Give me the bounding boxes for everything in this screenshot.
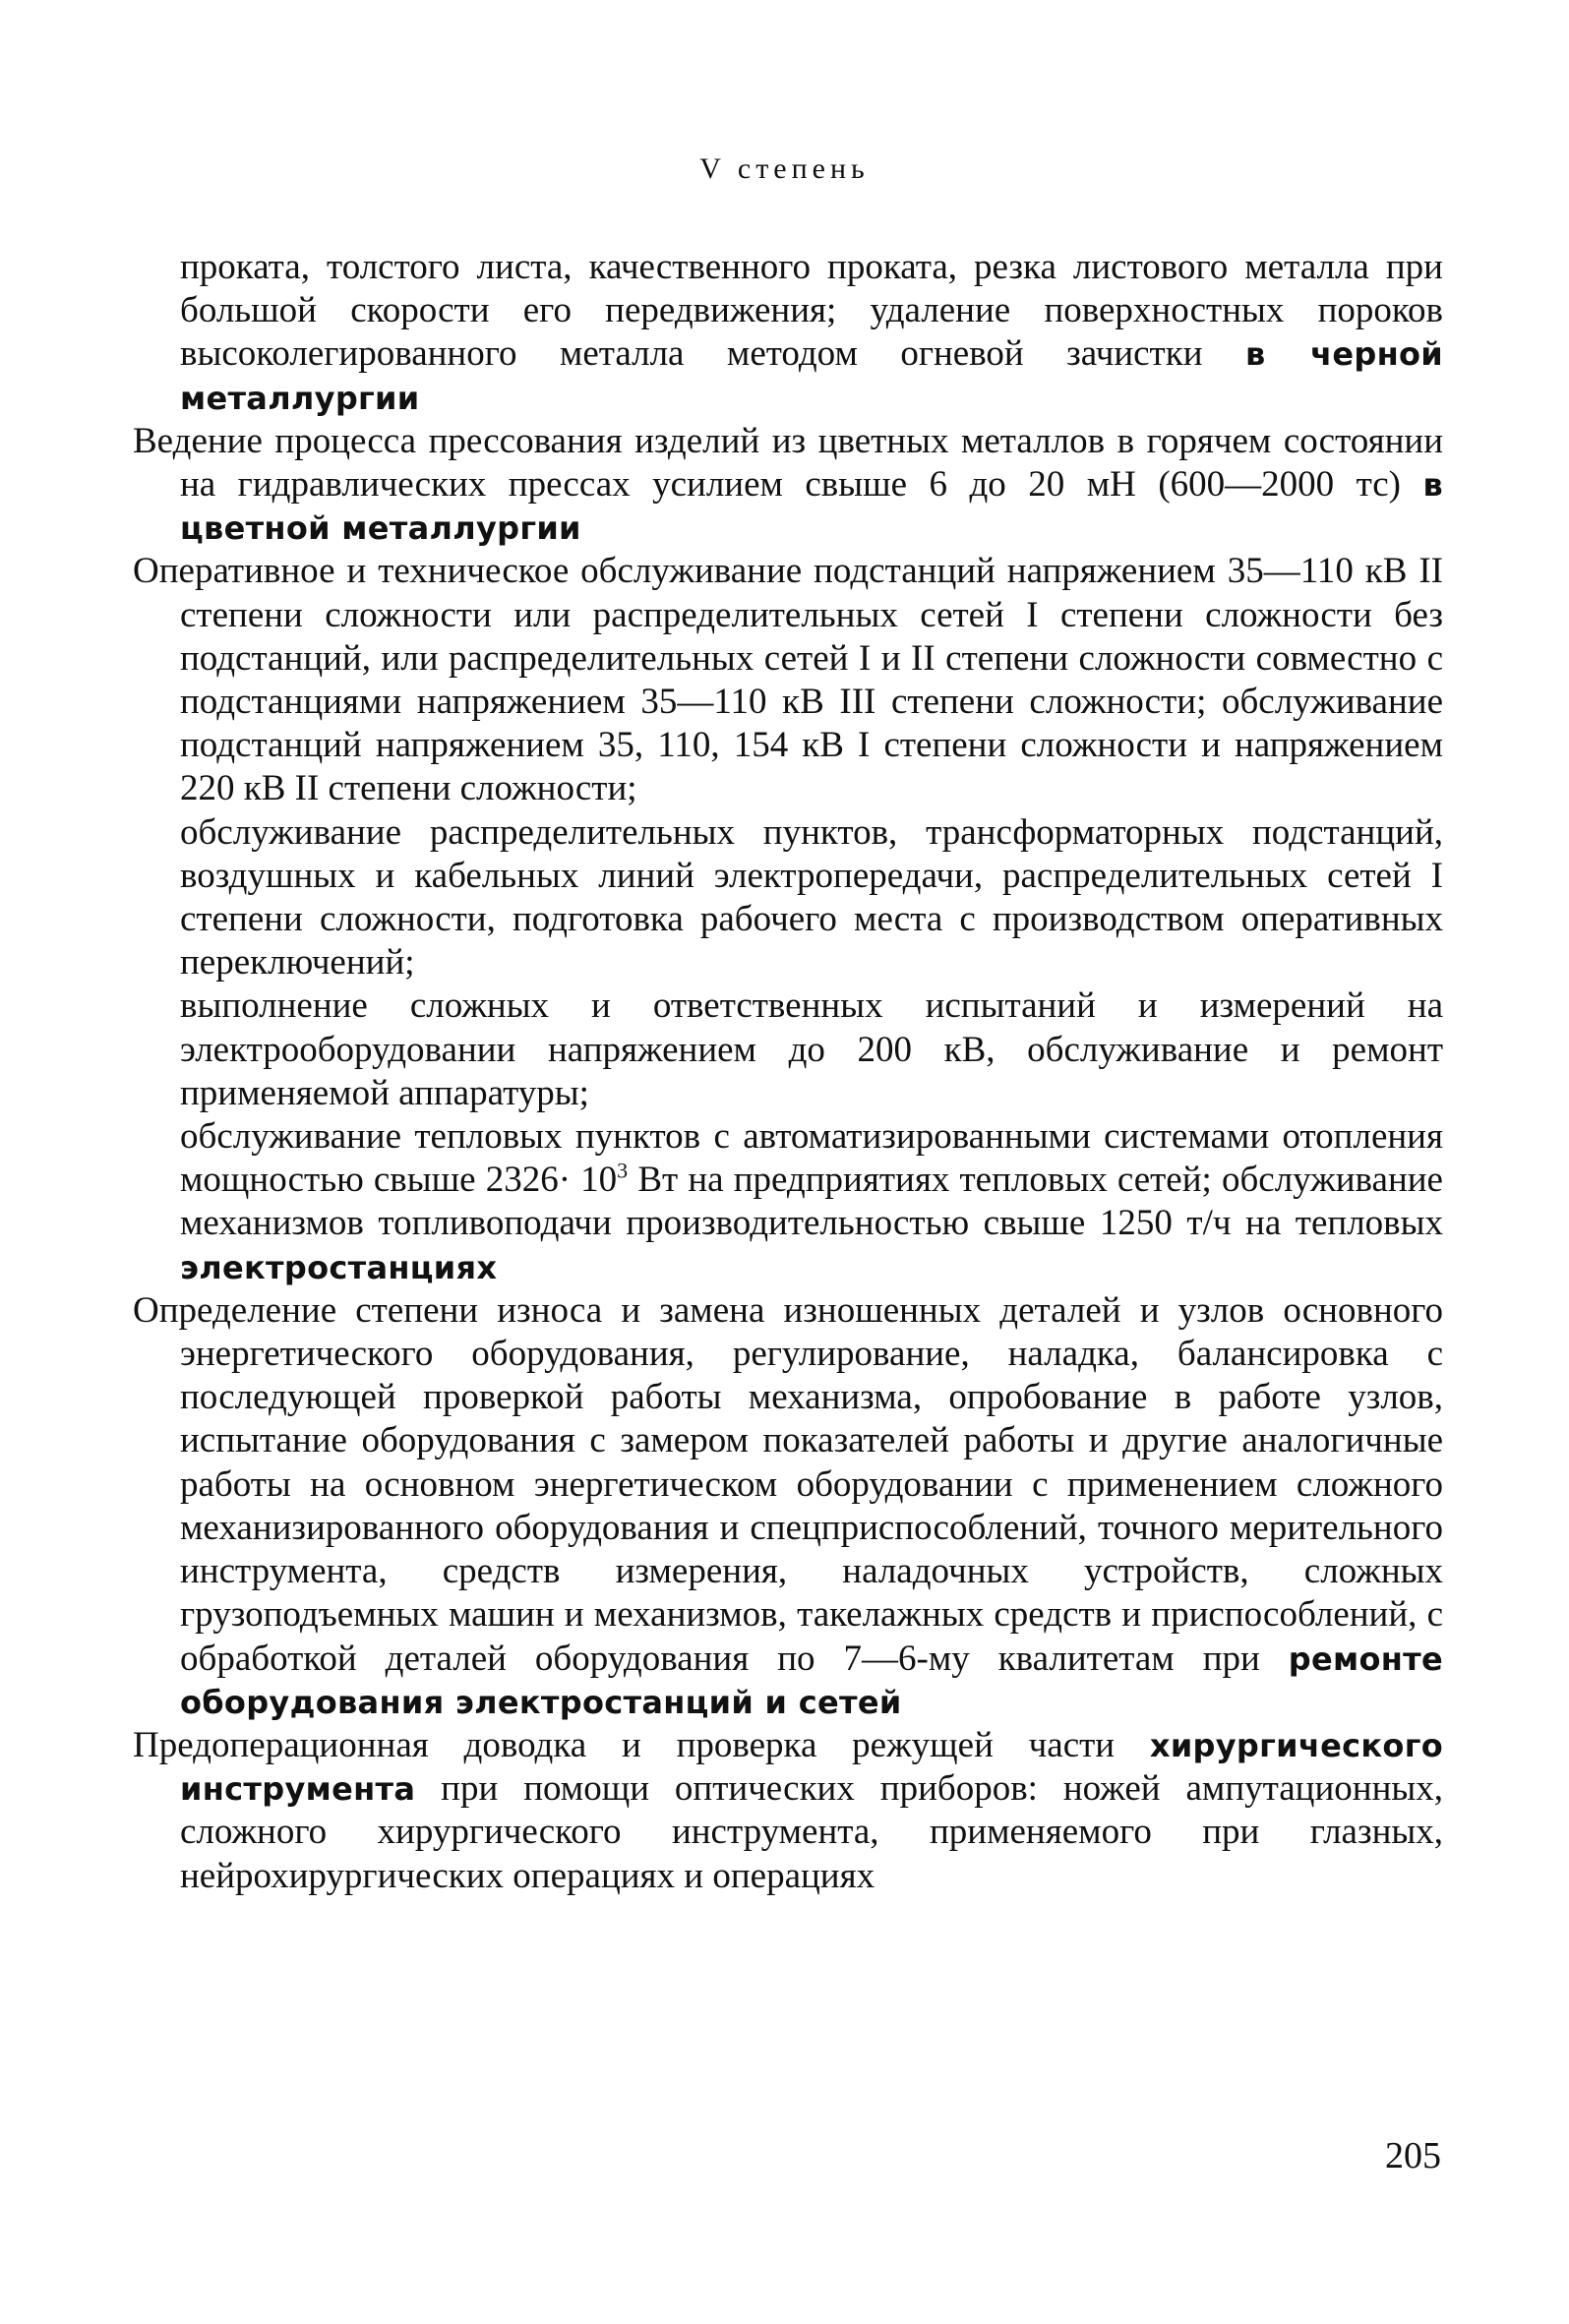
running-title: V степень bbox=[699, 152, 870, 185]
paragraph-text: Определение степени износа и замена изношенных деталей и узлов основного энергетического оборудования, регулирование, наладка, балансировка с последующей проверкой работы механизма, опробование в работе узлов, испытание оборудования с замером показателей работы и другие аналогичные работы на основном энергетическом оборудовании с применением сложного механизированного оборудования и спецприспособлений, точного мерительного инструмента, средств измерения, наладочных устройств, сложных грузоподъемных машин и механизмов, такелажных средств и приспособлений, с обработкой деталей оборудования по 7—6-му квалитетам при bbox=[133, 1289, 1443, 1679]
paragraph-text: Вт на предприятиях тепловых сетей; обслуживание механизмов топливоподачи производительностью свыше 1250 т/ч на тепловых bbox=[180, 1160, 1443, 1244]
paragraph-testing bbox=[133, 984, 1443, 1115]
paragraph-equipment-repair bbox=[133, 1289, 1443, 1724]
paragraph-text: выполнение сложных и ответственных испытаний и измерений на электрооборудовании напряжением до 200 кВ, обслуживание и ремонт применяемой аппаратуры; bbox=[180, 985, 1443, 1113]
paragraph-text: обслуживание тепловых пунктов с автоматизированными системами отопления мощностью свыше 2326· 10 bbox=[180, 1116, 1443, 1201]
page-number: 205 bbox=[1385, 2135, 1441, 2176]
exponent: 3 bbox=[617, 1158, 629, 1183]
industry-term: хирургического инструмента bbox=[180, 1726, 1443, 1809]
paragraph-distribution-points bbox=[133, 811, 1443, 985]
paragraph-text: Ведение процесса прессования изделий из цветных металлов в горячем состоянии на гидравлических прессах усилием свыше 6 до 20 мН (600—2000 тс) bbox=[133, 420, 1443, 506]
paragraph-rolling-metal bbox=[133, 246, 1443, 420]
industry-term: ремонте оборудования электростанций и сетей bbox=[180, 1639, 1443, 1721]
paragraph-pressing bbox=[133, 420, 1443, 551]
industry-term: электростанциях bbox=[180, 1248, 498, 1286]
paragraph-substations bbox=[133, 550, 1443, 810]
page-body bbox=[133, 246, 1443, 1898]
paragraph-text: проката, толстого листа, качественного проката, резка листового металла при большой скорости его передвижения; удаление поверхностных пороков высоколегированного металла методом огневой зачистки bbox=[180, 247, 1443, 375]
paragraph-surgical-tools bbox=[133, 1724, 1443, 1898]
industry-term: в цветной металлургии bbox=[180, 466, 1443, 548]
paragraph-text: Предоперационная доводка и проверка режущей части bbox=[133, 1724, 1150, 1765]
paragraph-heating-points bbox=[133, 1115, 1443, 1289]
paragraph-text: при помощи оптических приборов: ножей ампутационных, сложного хирургического инструмента, применяемого при глазных, нейрохирургических операциях и операциях bbox=[180, 1768, 1443, 1896]
paragraph-text: обслуживание распределительных пунктов, трансформаторных подстанций, воздушных и кабельных линий электропередачи, распределительных сетей I степени сложности, подготовка рабочего места с производством оперативных переключений; bbox=[180, 811, 1443, 983]
paragraph-text: Оперативное и техническое обслуживание подстанций напряжением 35—110 кВ II степени сложности или распределительных сетей I степени сложности без подстанций, или распределительных сетей I и II степени сложности совместно с подстанциями напряжением 35—110 кВ III степени сложности; обслуживание подстанций напряжением 35, 110, 154 кВ I степени сложности и напряжением 220 кВ II степени сложности; bbox=[133, 551, 1443, 809]
industry-term: в черной металлургии bbox=[180, 335, 1444, 417]
